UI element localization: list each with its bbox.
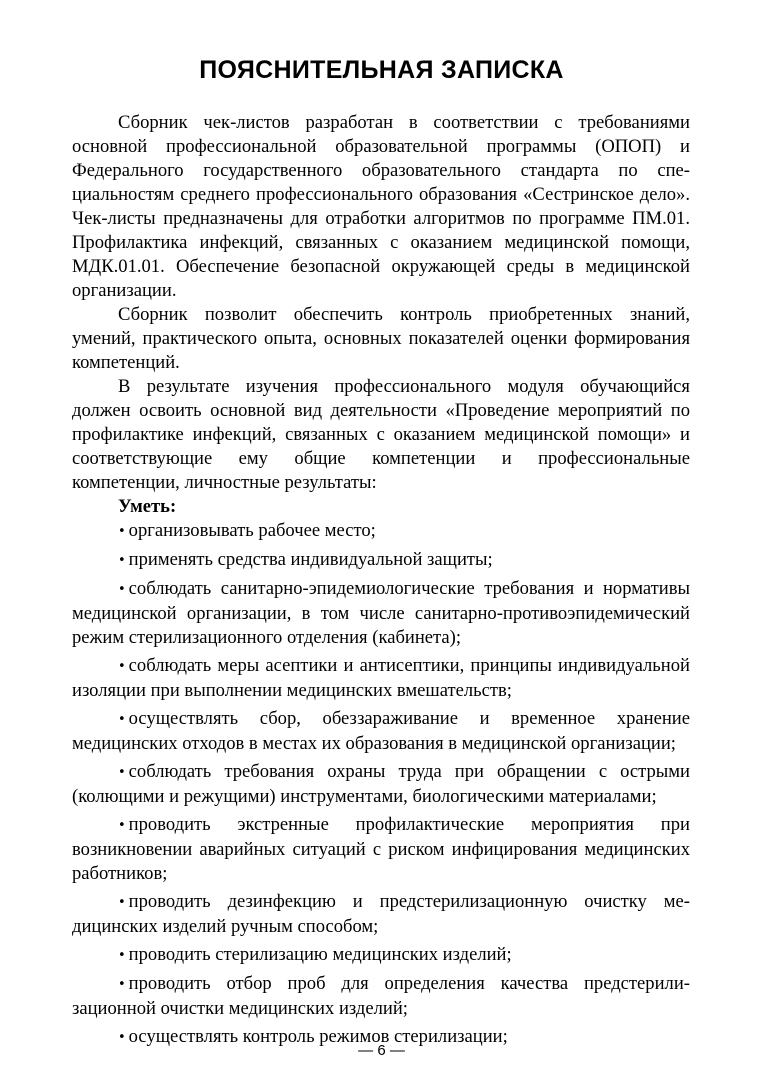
intro-paragraph: Сборник чек-листов разработан в соответствии с требованиями основной профессиональной образовательной программы (ОПОП) и Федерального государственного образовательного стандарта по специальностям среднего профессионального образования «Сестринское дело». Чек-листы предназначены для отработки алгоритмов по программе ПМ.01. Профилактика инфекций, связанных с оказанием медицинской помощи, МДК.01.01. Обеспечение безопасной окружающей среды в медицинской организации. [72,112,690,301]
page-number: — 6 — [358,1042,405,1059]
list-item [72,519,690,544]
list-item-text: проводить стерилизацию медицинских изделий; [128,944,512,965]
list-item-text: проводить экстренные профилактические мероприятия при возникновении аварийных ситуаций с риском инфицирования медицинских работников; [72,814,690,884]
bullet-icon: • [118,659,126,674]
list-item [72,943,690,968]
list-item-text: проводить отбор проб для определения качества предстерилизационной очистки медицинских изделий; [72,973,690,1019]
list-item-text: соблюдать меры асептики и антисептики, принципы индивидуальной изоляции при выполнении медицинских вмешательств; [72,655,690,701]
bullet-icon: • [118,977,126,992]
list-item [72,577,690,650]
list-item [72,654,690,703]
bullet-icon: • [118,818,126,833]
document-body [72,111,690,1050]
skills-list [72,519,690,1050]
list-item-text: соблюдать требования охраны труда при обращении с острыми (колющими и режущими) инструментами, биологическими материалами; [72,761,690,807]
bullet-icon: • [118,765,126,780]
list-item-text: проводить дезинфекцию и предстерилизационную очистку медицинских изделий ручным способом; [72,891,690,937]
bullet-icon: • [118,948,126,963]
bullet-icon: • [118,712,126,727]
skills-heading: Уметь: [118,496,177,517]
bullet-icon: • [118,553,126,568]
list-item [72,760,690,809]
list-item [72,813,690,886]
list-item-text: осуществлять контроль режимов стерилизации; [128,1026,508,1047]
list-item [72,890,690,939]
list-item-text: организовывать рабочее место; [128,520,376,541]
list-item-text: осуществлять сбор, обеззараживание и временное хранение медицинских отходов в местах их образования в медицинской организации; [72,708,690,754]
list-item-text: применять средства индивидуальной защиты; [128,549,493,570]
list-item [72,972,690,1021]
list-item-text: соблюдать санитарно-эпидемиологические требования и нормативы медицинской организации, в том числе санитарно-противоэпидемический режим стерилизационного отделения (кабинета); [72,578,690,648]
list-item [72,548,690,573]
page-title: ПОЯСНИТЕЛЬНАЯ ЗАПИСКА [199,56,564,84]
control-paragraph: Сборник позволит обеспечить контроль приобретенных знаний, умений, практического опыта, основных показателей оценки формирования компетенций. [72,304,690,373]
bullet-icon: • [118,895,126,910]
bullet-icon: • [118,524,126,539]
bullet-icon: • [118,1030,126,1045]
list-item [72,707,690,756]
bullet-icon: • [118,582,126,597]
results-paragraph: В результате изучения профессионального модуля обучающийся должен освоить основной вид деятельности «Проведение мероприятий по профилактике инфекций, связанных с оказанием медицинской помощи» и соответствующие ему общие компетенции и профессиональные компетенции, личностные результаты: [72,376,690,493]
